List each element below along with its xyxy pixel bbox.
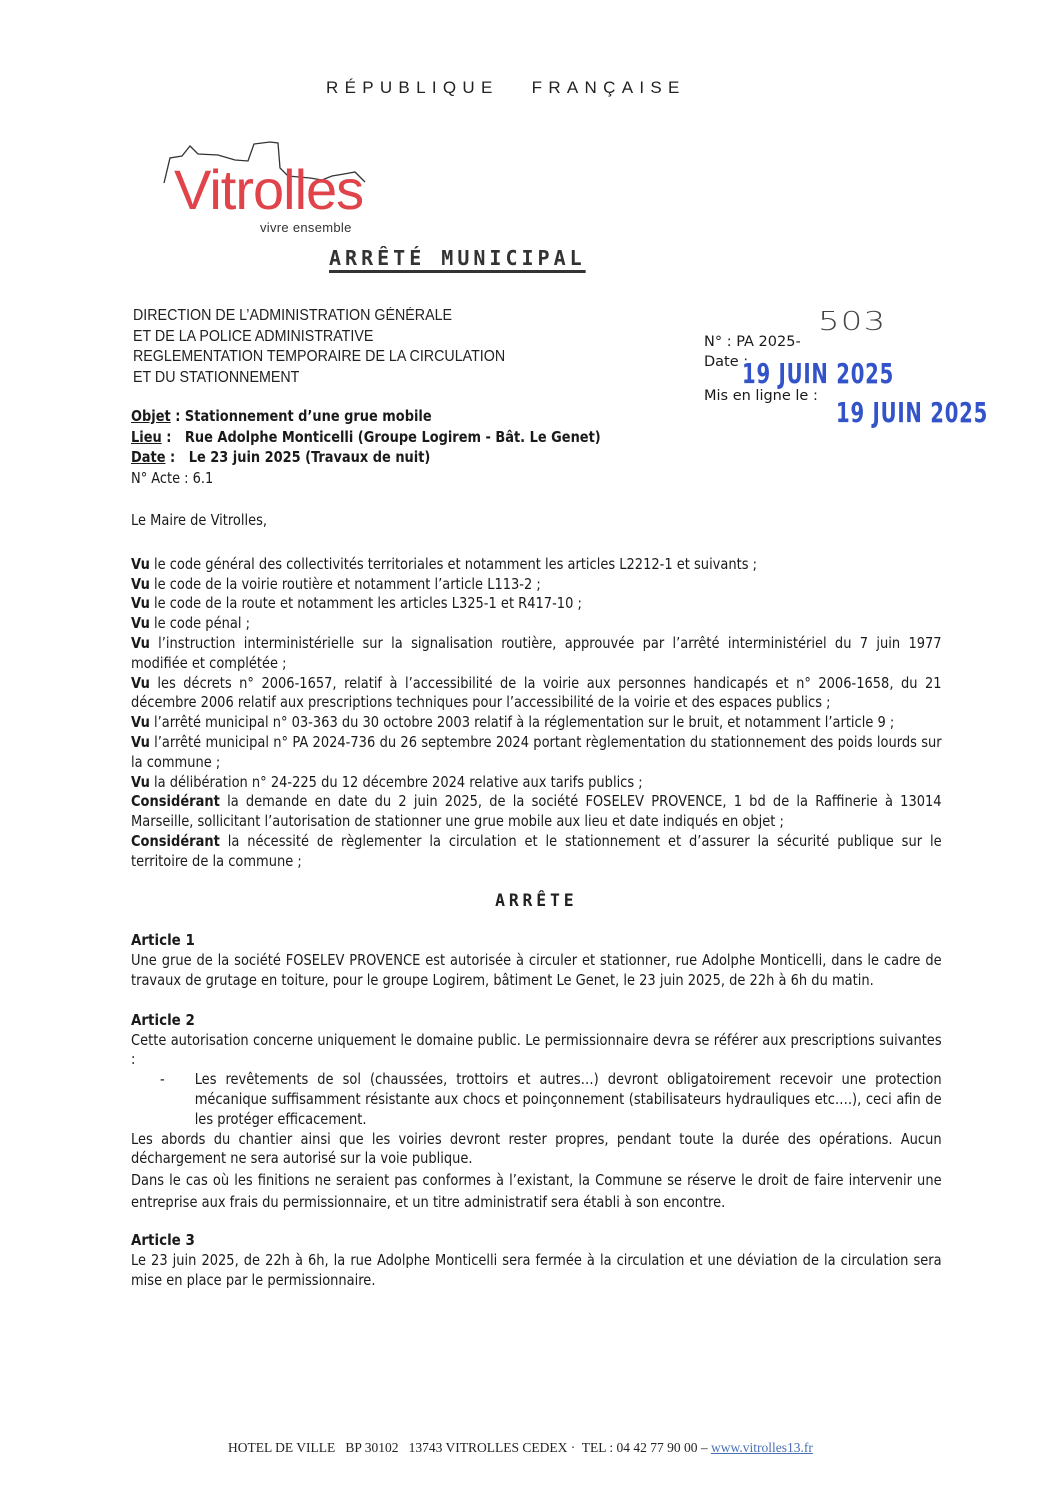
- date-value: : Le 23 juin 2025 (Travaux de nuit): [165, 448, 431, 466]
- objet-line: [131, 406, 601, 427]
- acte-number: N° Acte : 6.1: [131, 468, 214, 487]
- lieu-value: : Rue Adolphe Monticelli (Groupe Logirem - Bât. Le Genet): [161, 427, 601, 446]
- arrete-heading: ARRÊTE: [495, 890, 578, 911]
- online-date-stamp: 19 JUIN 2025: [836, 396, 989, 429]
- lieu-label: Lieu: [131, 427, 162, 446]
- visa-lead: Vu: [131, 574, 150, 593]
- bullet-dash: -: [159, 1070, 165, 1089]
- direction-line: DIRECTION DE L’ADMINISTRATION GÉNÉRALE: [133, 307, 453, 324]
- visa-item: [131, 594, 942, 614]
- article-2-paragraph-3: Dans le cas où les finitions ne seraient pas conformes à l’existant, la Commune se réserve le droit de faire intervenir une entreprise aux frais du permissionnaire, et un titre administratif sera établi à son encontre.: [131, 1171, 942, 1212]
- republique-francaise-header: RÉPUBLIQUE FRANÇAISE: [326, 78, 686, 97]
- logo-tagline: vivre ensemble: [260, 220, 352, 235]
- article-2-paragraph-2: Les abords du chantier ainsi que les voiries devront rester propres, pendant toute la durée des opérations. Aucun déchargement ne sera autorisé sur la voie publique.: [131, 1129, 942, 1168]
- visa-item: [131, 792, 942, 832]
- direction-line: ET DU STATIONNEMENT: [133, 368, 300, 386]
- visa-lead: Vu: [131, 594, 150, 613]
- direction-line: ET DE LA POLICE ADMINISTRATIVE: [133, 327, 374, 345]
- visa-item: [131, 634, 942, 674]
- visa-lead: Vu: [131, 673, 150, 692]
- visa-text: le code de la route et notamment les articles L325-1 et R417-10 ;: [149, 594, 582, 613]
- objet-label: Objet: [131, 407, 171, 425]
- visa-lead: Vu: [131, 633, 150, 652]
- visa-item: [131, 733, 942, 773]
- lieu-line: [131, 427, 601, 448]
- visa-text: les décrets n° 2006-1657, relatif à l’accessibilité de la voirie aux personnes handicapés et n° 2006-1658, du 21 décembre 2006 relatif aux prescriptions techniques pour l’accessibilité de la voirie et des espaces publics ;: [131, 673, 942, 712]
- visa-lead: Considérant: [131, 792, 220, 811]
- article-2-title: Article 2: [131, 1010, 195, 1029]
- footer-address: HOTEL DE VILLE BP 30102 13743 VITROLLES CEDEX · TEL : 04 42 77 90 00 –: [228, 1440, 711, 1455]
- visa-lead: Vu: [131, 614, 150, 633]
- visa-item: [131, 674, 942, 714]
- reference-number-label: N° : PA 2025-: [704, 334, 801, 350]
- subject-block: [131, 406, 601, 488]
- direction-line: REGLEMENTATION TEMPORAIRE DE LA CIRCULATION: [133, 348, 506, 365]
- visa-text: le code pénal ;: [149, 614, 250, 633]
- objet-value: : Stationnement d’une grue mobile: [170, 407, 432, 425]
- visa-item: [131, 713, 942, 733]
- visa-lead: Vu: [131, 772, 150, 791]
- visa-item: [131, 575, 942, 595]
- reference-date-label: Date :: [704, 354, 749, 370]
- footer: [228, 1440, 813, 1456]
- visa-lead: Considérant: [131, 831, 220, 850]
- website-link[interactable]: www.vitrolles13.fr: [710, 1440, 813, 1455]
- article-3-title: Article 3: [131, 1231, 195, 1250]
- article-3-text: Le 23 juin 2025, de 22h à 6h, la rue Adolphe Monticelli sera fermée à la circulation et une déviation de la circulation sera mise en place par le permissionnaire.: [131, 1250, 942, 1289]
- article-2-bullet-text: Les revêtements de sol (chaussées, trottoirs et autres…) devront obligatoirement recevoir une protection mécanique suffisamment résistante aux chocs et poinçonnement (stabilisateurs hydrauliques etc….), ceci afin de les protéger efficacement.: [194, 1070, 942, 1128]
- date-label: Date: [131, 448, 166, 466]
- article-2-bullet: [131, 1070, 942, 1129]
- visa-text: le code de la voirie routière et notamment l’article L113-2 ;: [149, 574, 541, 593]
- visa-lead: Vu: [131, 554, 150, 573]
- visa-item: [131, 555, 942, 575]
- date-line: [131, 447, 601, 468]
- visa-text: la demande en date du 2 juin 2025, de la société FOSELEV PROVENCE, 1 bd de la Raffinerie à 13014 Marseille, sollicitant l’autorisation de stationner une grue mobile aux lieu et date indiqués en objet ;: [131, 792, 942, 831]
- document-title: ARRÊTÉ MUNICIPAL: [329, 246, 586, 270]
- visa-text: l’instruction interministérielle sur la signalisation routière, approuvée par l’arrêté interministériel du 7 juin 1977 modifiée et complétée ;: [131, 633, 942, 672]
- visa-lead: Vu: [131, 732, 150, 751]
- vitrolles-logo: [160, 138, 430, 238]
- visa-text: la délibération n° 24-225 du 12 décembre 2024 relative aux tarifs publics ;: [149, 772, 643, 791]
- document-body: [131, 511, 942, 1291]
- visa-text: la nécessité de règlementer la circulation et le stationnement et d’assurer la sécurité publique sur le territoire de la commune ;: [131, 831, 942, 870]
- article-1-text: Une grue de la société FOSELEV PROVENCE est autorisée à circuler et stationner, rue Adolphe Monticelli, dans le cadre de travaux de grutage en toiture, pour le groupe Logirem, bâtiment Le Genet, le 23 juin 2025, de 22h à 6h du matin.: [131, 951, 942, 989]
- visa-item: [131, 832, 942, 872]
- visas-list: [131, 555, 942, 872]
- visa-text: l’arrêté municipal n° 03-363 du 30 octobre 2003 relatif à la réglementation sur le bruit, et notamment l’article 9 ;: [149, 713, 895, 732]
- visa-text: l’arrêté municipal n° PA 2024-736 du 26 septembre 2024 portant règlementation du stationnement des poids lourds sur la commune ;: [131, 732, 942, 771]
- visa-text: le code général des collectivités territoriales et notamment les articles L2212-1 et suivants ;: [149, 554, 758, 573]
- visa-item: [131, 773, 942, 793]
- visa-lead: Vu: [131, 713, 150, 732]
- logo-wordmark: Vitrolles: [174, 158, 364, 221]
- handwritten-number: 503: [818, 307, 887, 337]
- direction-block: [133, 306, 505, 388]
- online-date-label: Mis en ligne le :: [704, 388, 818, 404]
- intro-line: Le Maire de Vitrolles,: [131, 511, 268, 529]
- visa-item: [131, 614, 942, 634]
- article-1-title: Article 1: [131, 931, 195, 950]
- date-stamp: 19 JUIN 2025: [742, 357, 895, 390]
- article-2-intro: Cette autorisation concerne uniquement le domaine public. Le permissionnaire devra se référer aux prescriptions suivantes :: [131, 1030, 942, 1069]
